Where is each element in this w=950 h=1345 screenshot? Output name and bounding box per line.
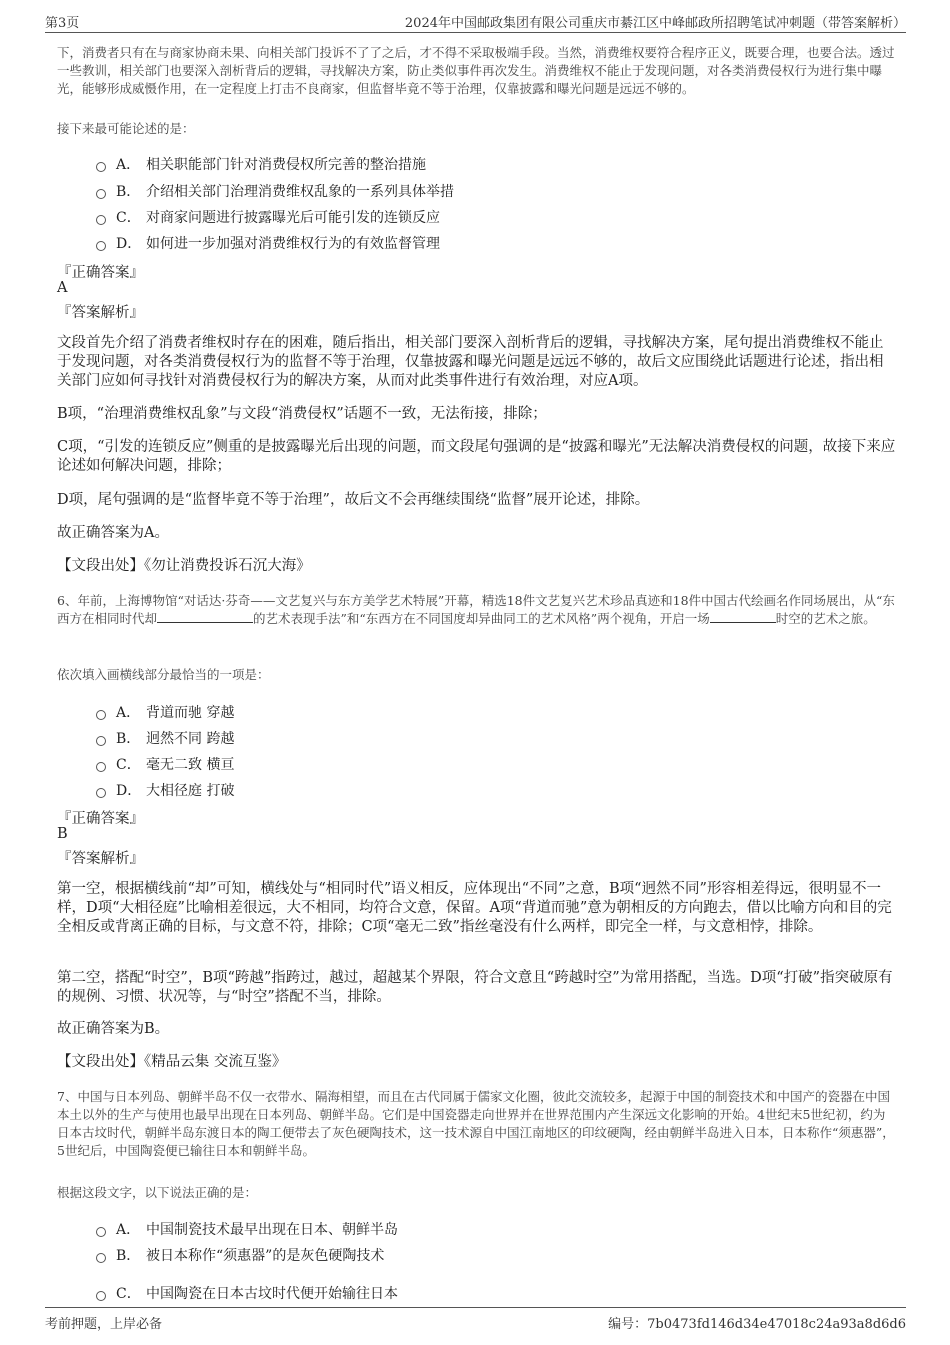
q6-option-b[interactable]: B． 迥然不同 跨越 (96, 728, 234, 748)
q6-analysis-2: 第二空，搭配“时空”，B项“跨越”指跨过，越过，超越某个界限，符合文意且“跨越时空”为常用搭配，当选。D项“打破”指突破原有的规例、习惯、状况等，与“时空”搭配不当，排除。 (57, 970, 893, 1005)
q6-option-a[interactable]: A． 背道而驰 穿越 (96, 702, 234, 722)
radio-icon[interactable] (96, 710, 106, 720)
radio-icon[interactable] (96, 788, 106, 798)
q6-answer: B (57, 826, 68, 842)
q5-option-b[interactable]: B． 介绍相关部门治理消费维权乱象的一系列具体举措 (96, 181, 454, 201)
radio-icon[interactable] (96, 762, 106, 772)
q5-option-c[interactable]: C． 对商家问题进行披露曝光后可能引发的连锁反应 (96, 207, 440, 227)
q6-answer-label: 『正确答案』 (57, 811, 144, 827)
page-number: 第3页 (45, 16, 80, 31)
q5-analysis-1: 文段首先介绍了消费者维权时存在的困难，随后指出，相关部门要深入剖析背后的逻辑，寻找解决方案，尾句提出消费维权不能止于发现问题，对各类消费侵权行为的监督不等于治理，仅靠披露和曝光问题是远远不够的，故后文应围绕此话题进行论述，指出相关部门应如何寻找针对消费侵权行为的解决方案，从而对此类事件进行有效治理，对应A项。 (57, 335, 884, 389)
document-title: 2024年中国邮政集团有限公司重庆市綦江区中峰邮政所招聘笔试冲刺题（带答案解析） (404, 16, 906, 31)
q6-stem: 6、年前，上海博物馆“对话达·芬奇——文艺复兴与东方美学艺术特展”开幕，精选18件文艺复兴艺术珍品真迹和18件中国古代绘画名作同场展出，从“东西方在相同时代却 的艺术表现手法”和“东西方在不同国度却异曲同工的艺术风格”两个视角，开启一场 时空的艺术之旅。 (57, 593, 895, 626)
q6-source: 【文段出处】《精品云集 交流互鉴》 (57, 1054, 287, 1070)
q5-analysis-4: D项，尾句强调的是“监督毕竟不等于治理”，故后文不会再继续围绕“监督”展开论述，排除。 (57, 492, 650, 508)
q5-analysis-label: 『答案解析』 (57, 305, 144, 321)
radio-icon[interactable] (96, 1291, 106, 1301)
document-code: 编号：7b0473fd146d34e47018c24a93a8d6d6 (608, 1317, 906, 1332)
page-header (0, 0, 950, 36)
q7-option-b[interactable]: B． 被日本称作“须惠器”的是灰色硬陶技术 (96, 1245, 384, 1265)
radio-icon[interactable] (96, 1227, 106, 1237)
q7-option-a[interactable]: A． 中国制瓷技术最早出现在日本、朝鲜半岛 (96, 1219, 398, 1239)
q5-option-d[interactable]: D． 如何进一步加强对消费维权行为的有效监督管理 (96, 233, 440, 253)
radio-icon[interactable] (96, 215, 106, 225)
radio-icon[interactable] (96, 1253, 106, 1263)
radio-icon[interactable] (96, 736, 106, 746)
q7-prompt: 根据这段文字，以下说法正确的是： (57, 1185, 258, 1200)
blank-1 (157, 611, 253, 623)
radio-icon[interactable] (96, 189, 106, 199)
q5-answer-label: 『正确答案』 (57, 265, 144, 281)
q5-conclusion: 故正确答案为A。 (57, 525, 169, 541)
q6-option-d[interactable]: D． 大相径庭 打破 (96, 780, 234, 800)
footer-slogan: 考前押题，上岸必备 (45, 1317, 163, 1332)
q7-option-c[interactable]: C． 中国陶瓷在日本古坟时代便开始输往日本 (96, 1283, 398, 1303)
radio-icon[interactable] (96, 241, 106, 251)
footer-divider (45, 1307, 906, 1308)
q6-prompt: 依次填入画横线部分最恰当的一项是： (57, 667, 270, 682)
q5-analysis-3: C项，“引发的连锁反应”侧重的是披露曝光后出现的问题，而文段尾句强调的是“披露和曝光”无法解决消费侵权的问题，故接下来应论述如何解决问题，排除； (57, 439, 896, 474)
q5-option-a[interactable]: A． 相关职能部门针对消费侵权所完善的整治措施 (96, 154, 426, 174)
page-footer (45, 1307, 906, 1332)
q5-prompt: 接下来最可能论述的是： (57, 121, 195, 136)
q5-passage: 下，消费者只有在与商家协商未果、向相关部门投诉不了了之后，才不得不采取极端手段。当然，消费维权要符合程序正义，既要合理，也要合法。透过一些教训，相关部门也要深入剖析背后的逻辑，寻找解决方案，防止类似事件再次发生。消费维权不能止于发现问题，对各类消费侵权行为进行集中曝光，能够形成威慑作用，在一定程度上打击不良商家，但监督毕竟不等于治理，仅靠披露和曝光问题是远远不够的。 (57, 45, 895, 96)
q7-stem: 7、中国与日本列岛、朝鲜半岛不仅一衣带水、隔海相望，而且在古代同属于儒家文化圈，彼此交流较多，起源于中国的制瓷技术和中国产的瓷器在中国本土以外的生产与使用也最早出现在日本列岛、朝鲜半岛。它们是中国瓷器走向世界并在世界范围内产生深远文化影响的开始。4世纪末5世纪初，约为日本古坟时代，朝鲜半岛东渡日本的陶工便带去了灰色硬陶技术，这一技术源自中国江南地区的印纹硬陶，经由朝鲜半岛进入日本，日本称作“须惠器”，5世纪后，中国陶瓷便已输往日本和朝鲜半岛。 (57, 1089, 895, 1158)
q6-analysis-1: 第一空，根据横线前“却”可知，横线处与“相同时代”语义相反，应体现出“不同”之意，B项“迥然不同”形容相差得远，很明显不一样，D项“大相径庭”比喻相差很远，大不相同，均符合文意，保留。A项“背道而驰”意为朝相反的方向跑去，借以比喻方向和目的完全相反或背离正确的目标，与文意不符，排除；C项“毫无二致”指丝毫没有什么两样，即完全一样，与文意相悖，排除。 (57, 881, 892, 935)
q6-analysis-label: 『答案解析』 (57, 851, 144, 867)
q5-source: 【文段出处】《勿让消费投诉石沉大海》 (57, 558, 311, 574)
radio-icon[interactable] (96, 162, 106, 172)
q6-option-c[interactable]: C． 毫无二致 横亘 (96, 754, 234, 774)
q6-conclusion: 故正确答案为B。 (57, 1021, 170, 1037)
blank-2 (710, 611, 776, 623)
q5-analysis-2: B项，“治理消费维权乱象”与文段“消费侵权”话题不一致，无法衔接，排除； (57, 406, 547, 422)
header-divider (45, 32, 906, 33)
q5-answer: A (57, 280, 68, 296)
